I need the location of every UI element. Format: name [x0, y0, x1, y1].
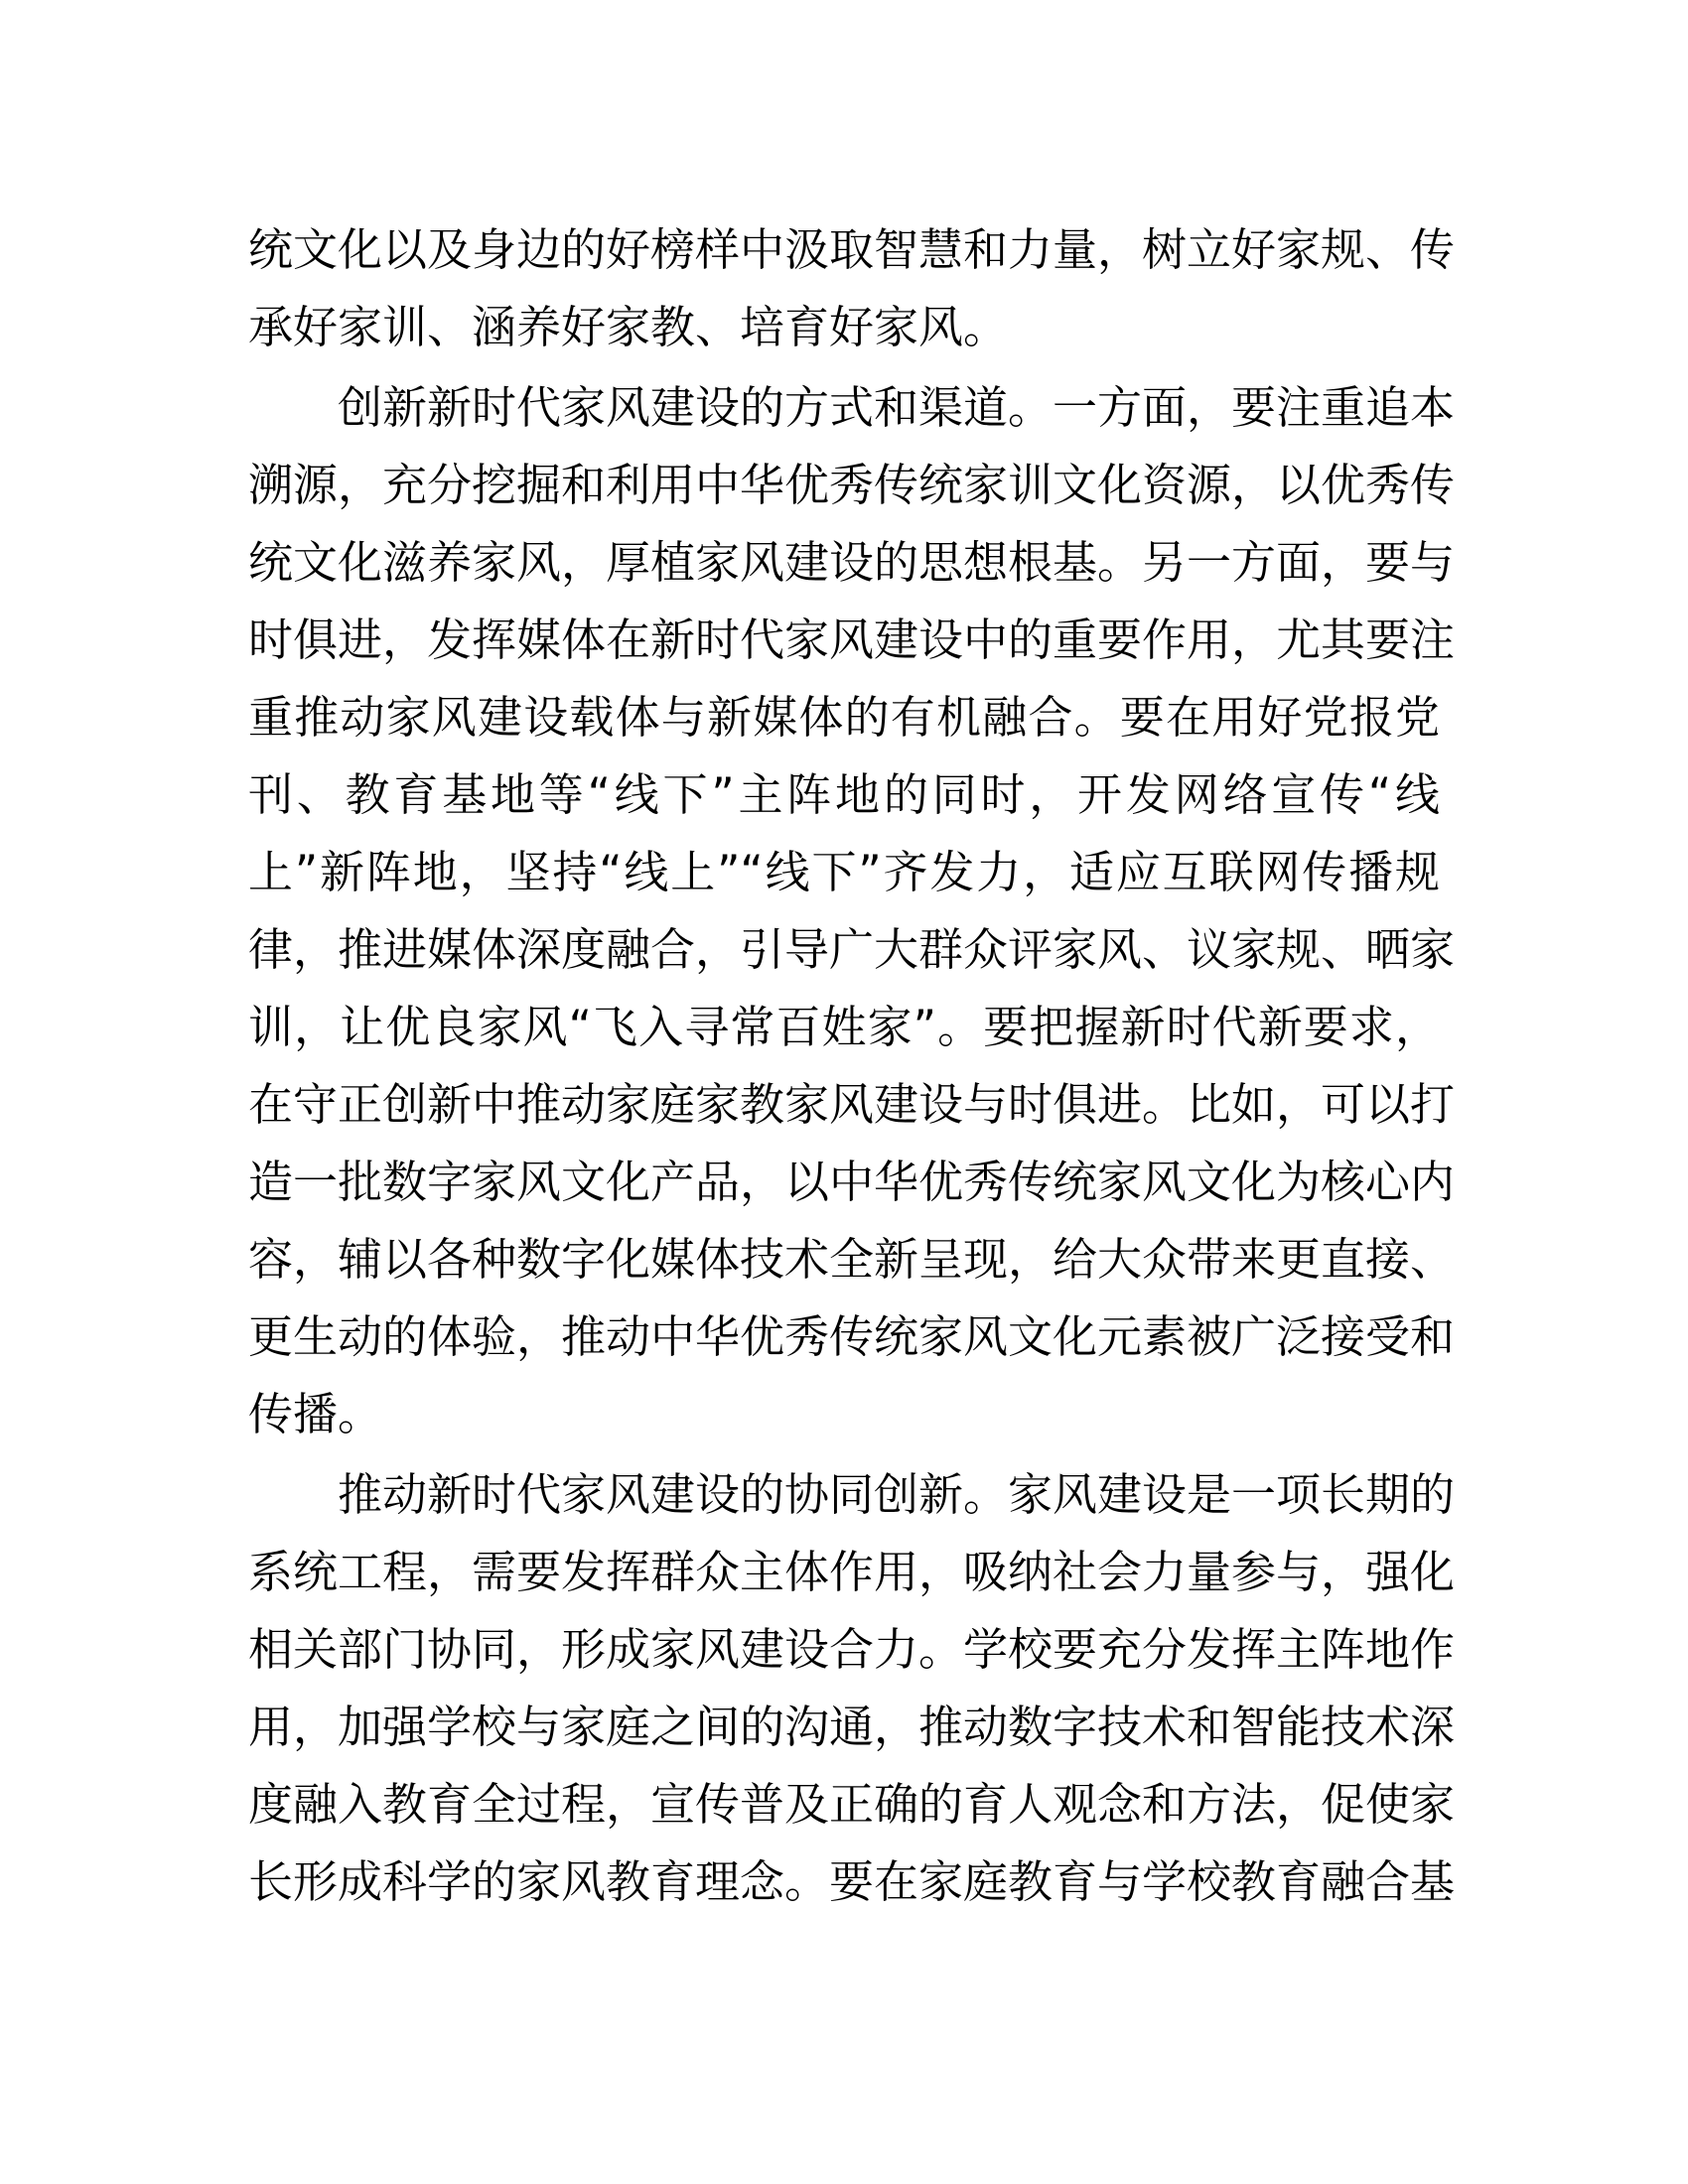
paragraph-line: 在守正创新中推动家庭家教家风建设与时俱进。比如，可以打 — [248, 1078, 1456, 1131]
paragraph-line: 统文化滋养家风，厚植家风建设的思想根基。另一方面，要与 — [248, 536, 1456, 589]
paragraph-line: 用，加强学校与家庭之间的沟通，推动数字技术和智能技术深 — [248, 1701, 1456, 1753]
paragraph-2 — [248, 369, 1456, 1453]
paragraph-line: 相关部门协同，形成家风建设合力。学校要充分发挥主阵地作 — [248, 1623, 1456, 1676]
paragraph-line: 承好家训、涵养好家教、培育好家风。 — [248, 301, 1009, 353]
paragraph-line: 律，推进媒体深度融合，引导广大群众评家风、议家规、晒家 — [248, 923, 1456, 976]
paragraph-line: 创新新时代家风建设的方式和渠道。一方面，要注重追本 — [338, 381, 1456, 434]
paragraph-line: 度融入教育全过程，宣传普及正确的育人观念和方法，促使家 — [248, 1778, 1456, 1831]
paragraph-line: 刊、教育基地等“线下”主阵地的同时，开发网络宣传“线 — [248, 768, 1440, 821]
paragraph-3 — [248, 1456, 1456, 1921]
paragraph-line: 长形成科学的家风教育理念。要在家庭教育与学校教育融合基 — [248, 1855, 1456, 1908]
paragraph-line: 推动新时代家风建设的协同创新。家风建设是一项长期的 — [338, 1468, 1456, 1521]
paragraph-line: 时俱进，发挥媒体在新时代家风建设中的重要作用，尤其要注 — [248, 614, 1456, 666]
paragraph-1 — [248, 211, 1456, 366]
paragraph-line: 溯源，充分挖掘和利用中华优秀传统家训文化资源，以优秀传 — [248, 459, 1456, 511]
paragraph-line: 统文化以及身边的好榜样中汲取智慧和力量，树立好家规、传 — [248, 223, 1456, 276]
paragraph-line: 系统工程，需要发挥群众主体作用，吸纳社会力量参与，强化 — [248, 1546, 1456, 1598]
paragraph-line: 训，让优良家风“飞入寻常百姓家”。要把握新时代新要求， — [248, 1001, 1440, 1053]
paragraph-line: 重推动家风建设载体与新媒体的有机融合。要在用好党报党 — [248, 691, 1440, 744]
paragraph-line: 容，辅以各种数字化媒体技术全新呈现，给大众带来更直接、 — [248, 1233, 1456, 1286]
paragraph-line: 更生动的体验，推动中华优秀传统家风文化元素被广泛接受和 — [248, 1310, 1456, 1363]
paragraph-line: 上”新阵地，坚持“线上”“线下”齐发力，适应互联网传播规 — [248, 846, 1440, 898]
article-body — [248, 211, 1456, 1924]
paragraph-line: 造一批数字家风文化产品，以中华优秀传统家风文化为核心内 — [248, 1156, 1456, 1208]
paragraph-line: 传播。 — [248, 1388, 383, 1440]
